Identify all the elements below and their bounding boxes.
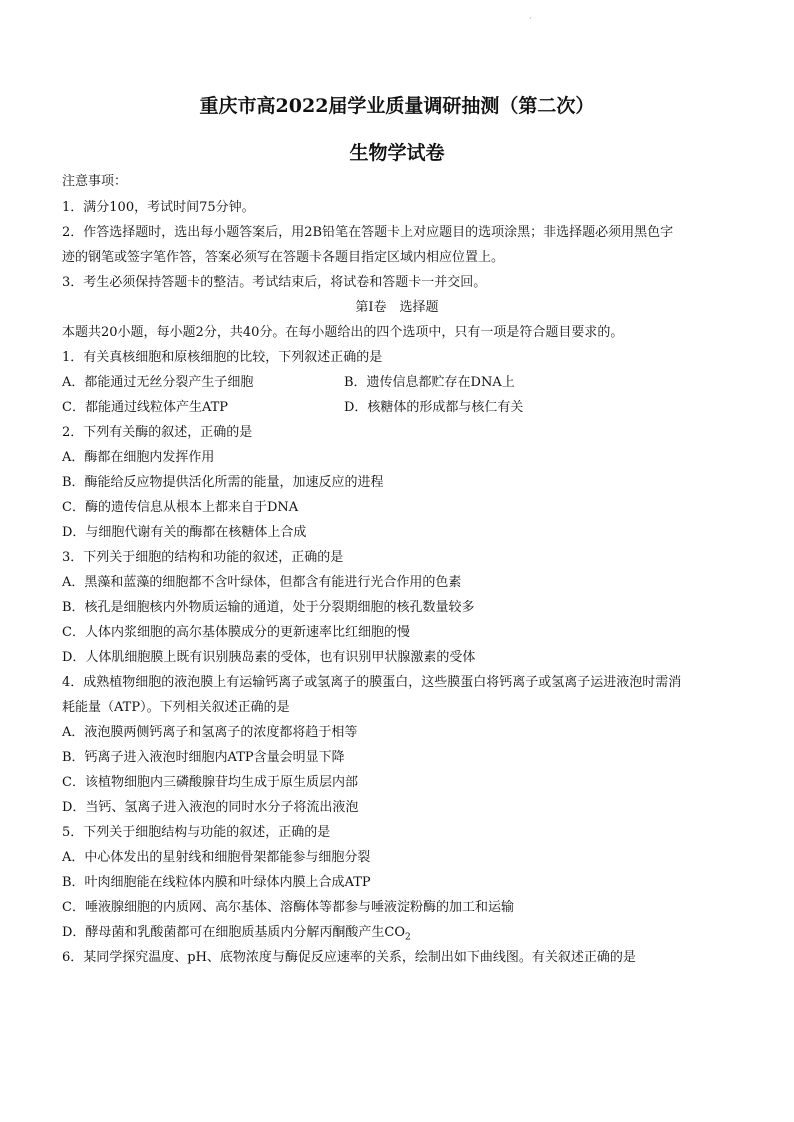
question-5-option-c: C．唾液腺细胞的内质网、高尔基体、溶酶体等都参与唾液淀粉酶的加工和运输 [62,900,514,915]
question-5-option-d-text: D．酵母菌和乳酸菌都可在细胞质基质内分解丙酮酸产生CO [62,925,406,940]
question-4-option-c: C．该植物细胞内三磷酸腺苷均生成于原生质层内部 [62,775,358,790]
question-2-option-c: C．酶的遗传信息从根本上都来自于DNA [62,500,299,515]
question-4-option-a: A．液泡膜两侧钙离子和氢离子的浓度都将趋于相等 [62,725,358,740]
note-1: 1．满分100，考试时间75分钟。 [62,200,255,215]
subject-title: 生物学试卷 [349,142,445,164]
question-1-option-c: C．都能通过线粒体产生ATP [62,400,229,415]
co2-subscript: 2 [405,932,411,943]
question-5-stem: 5．下列关于细胞结构与功能的叙述，正确的是 [62,825,331,840]
question-2-option-a: A．酶都在细胞内发挥作用 [62,450,215,465]
question-2-stem: 2．下列有关酶的叙述，正确的是 [62,425,253,440]
question-1-stem: 1．有关真核细胞和原核细胞的比较，下列叙述正确的是 [62,350,383,365]
question-6-stem: 6．某同学探究温度、pH、底物浓度与酶促反应速率的关系，绘制出如下曲线图。有关叙述正确的是 [62,950,636,965]
exam-title: 重庆市高2022届学业质量调研抽测（第二次） [199,95,595,117]
question-3-stem: 3．下列关于细胞的结构和功能的叙述，正确的是 [62,550,344,565]
question-5-option-b: B．叶肉细胞能在线粒体内膜和叶绿体内膜上合成ATP [62,875,371,890]
section-title: 第Ⅰ卷 选择题 [355,300,439,315]
note-3: 3．考生必须保持答题卡的整洁。考试结束后，将试卷和答题卡一并交回。 [62,275,487,290]
question-3-option-c: C．人体内浆细胞的高尔基体膜成分的更新速率比红细胞的慢 [62,625,410,640]
note-2-line-1: 2．作答选择题时，选出每小题答案后，用2B铅笔在答题卡上对应题目的选项涂黑；非选择题必须用黑色字 [62,225,674,240]
top-mark: · [529,14,532,23]
question-3-option-b: B．核孔是细胞核内外物质运输的通道，处于分裂期细胞的核孔数量较多 [62,600,475,615]
question-1-option-d: D．核糖体的形成都与核仁有关 [344,400,524,415]
question-2-option-b: B．酶能给反应物提供活化所需的能量，加速反应的进程 [62,475,384,490]
question-5-option-d [62,923,411,943]
note-2-line-2: 迹的钢笔或签字笔作答，答案必须写在答题卡各题目指定区域内相应位置上。 [62,250,505,265]
question-4-option-b: B．钙离子进入液泡时细胞内ATP含量会明显下降 [62,750,345,765]
question-4-stem-line-2: 耗能量（ATP）。下列相关叙述正确的是 [62,700,290,715]
question-3-option-a: A．黑藻和蓝藻的细胞都不含叶绿体，但都含有能进行光合作用的色素 [62,575,462,590]
question-3-option-d: D．人体肌细胞膜上既有识别胰岛素的受体，也有识别甲状腺激素的受体 [62,650,476,665]
section-instructions: 本题共20小题，每小题2分，共40分。在每小题给出的四个选项中，只有一项是符合题目要求的。 [62,325,624,340]
question-4-option-d: D．当钙、氢离子进入液泡的同时水分子将流出液泡 [62,800,359,815]
question-1-option-b: B．遗传信息都贮存在DNA上 [344,375,515,390]
question-4-stem-line-1: 4．成熟植物细胞的液泡膜上有运输钙离子或氢离子的膜蛋白，这些膜蛋白将钙离子或氢离子运进液泡时需消 [62,675,682,690]
notes-heading: 注意事项： [62,174,128,189]
question-2-option-d: D．与细胞代谢有关的酶都在核糖体上合成 [62,525,307,540]
question-5-option-a: A．中心体发出的星射线和细胞骨架都能参与细胞分裂 [62,850,371,865]
question-1-option-a: A．都能通过无丝分裂产生子细胞 [62,375,254,390]
